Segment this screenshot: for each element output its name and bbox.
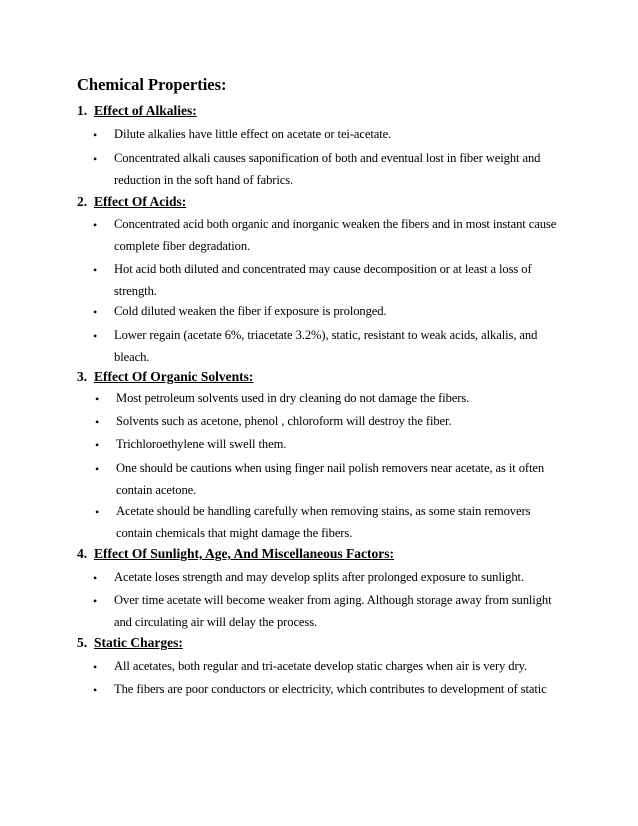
bullet-text-line: Lower regain (acetate 6%, triacetate 3.2%), static, resistant to weak acids, alkalis, and: [114, 328, 538, 342]
bullet-text-line: complete fiber degradation.: [114, 239, 251, 253]
bullet-text-line: Concentrated acid both organic and inorganic weaken the fibers and in most instant cause: [114, 217, 557, 231]
section-heading: [77, 635, 183, 651]
bullet-text-line: strength.: [114, 284, 157, 298]
section-heading: [77, 103, 197, 119]
section-heading: [77, 546, 394, 562]
section-heading-text: Static Charges:: [94, 635, 183, 650]
bullet-icon: •: [95, 438, 100, 452]
bullet-icon: •: [93, 683, 98, 697]
bullet-icon: •: [93, 218, 98, 232]
bullet-text-line: Solvents such as acetone, phenol , chloroform will destroy the fiber.: [116, 414, 452, 428]
bullet-text-line: bleach.: [114, 350, 150, 364]
section-number: 2.: [77, 194, 88, 209]
section-number: 1.: [77, 103, 88, 118]
bullet-icon: •: [93, 152, 98, 166]
section-heading-text: Effect Of Sunlight, Age, And Miscellaneous Factors:: [94, 546, 394, 561]
section-heading: [77, 194, 186, 210]
bullet-icon: •: [93, 571, 98, 585]
bullet-icon: •: [93, 329, 98, 343]
section-heading: [77, 369, 253, 385]
bullet-icon: •: [95, 462, 100, 476]
page-title: Chemical Properties:: [77, 75, 227, 94]
bullet-text-line: Hot acid both diluted and concentrated may cause decomposition or at least a loss of: [114, 262, 532, 276]
section-number: 5.: [77, 635, 88, 650]
section-heading-text: Effect Of Organic Solvents:: [94, 369, 254, 384]
bullet-text-line: contain acetone.: [116, 483, 197, 497]
bullet-text-line: reduction in the soft hand of fabrics.: [114, 173, 294, 187]
section-heading-text: Effect of Alkalies:: [94, 103, 197, 118]
bullet-text-line: contain chemicals that might damage the fibers.: [116, 526, 353, 540]
section-number: 3.: [77, 369, 88, 384]
bullet-text-line: Most petroleum solvents used in dry cleaning do not damage the fibers.: [116, 391, 470, 405]
bullet-text-line: All acetates, both regular and tri-acetate develop static charges when air is very dry.: [114, 659, 528, 673]
bullet-icon: •: [93, 263, 98, 277]
bullet-icon: •: [95, 505, 100, 519]
bullet-icon: •: [93, 660, 98, 674]
section-number: 4.: [77, 546, 88, 561]
bullet-text-line: One should be cautions when using finger nail polish removers near acetate, as it often: [116, 461, 545, 475]
section-heading-text: Effect Of Acids:: [94, 194, 187, 209]
bullet-text-line: Concentrated alkali causes saponification of both and eventual lost in fiber weight and: [114, 151, 541, 165]
bullet-text-line: Acetate should be handling carefully when removing stains, as some stain removers: [116, 504, 531, 518]
bullet-text-line: Dilute alkalies have little effect on acetate or tei-acetate.: [114, 127, 392, 141]
bullet-text-line: Acetate loses strength and may develop splits after prolonged exposure to sunlight.: [114, 570, 524, 584]
bullet-icon: •: [95, 392, 100, 406]
bullet-icon: •: [95, 415, 100, 429]
bullet-text-line: The fibers are poor conductors or electricity, which contributes to development of static: [114, 682, 547, 696]
bullet-text-line: and circulating air will delay the process.: [114, 615, 318, 629]
bullet-icon: •: [93, 594, 98, 608]
bullet-text-line: Cold diluted weaken the fiber if exposure is prolonged.: [114, 304, 387, 318]
bullet-text-line: Trichloroethylene will swell them.: [116, 437, 287, 451]
bullet-text-line: Over time acetate will become weaker from aging. Although storage away from sunlight: [114, 593, 552, 607]
bullet-icon: •: [93, 305, 98, 319]
bullet-icon: •: [93, 128, 98, 142]
